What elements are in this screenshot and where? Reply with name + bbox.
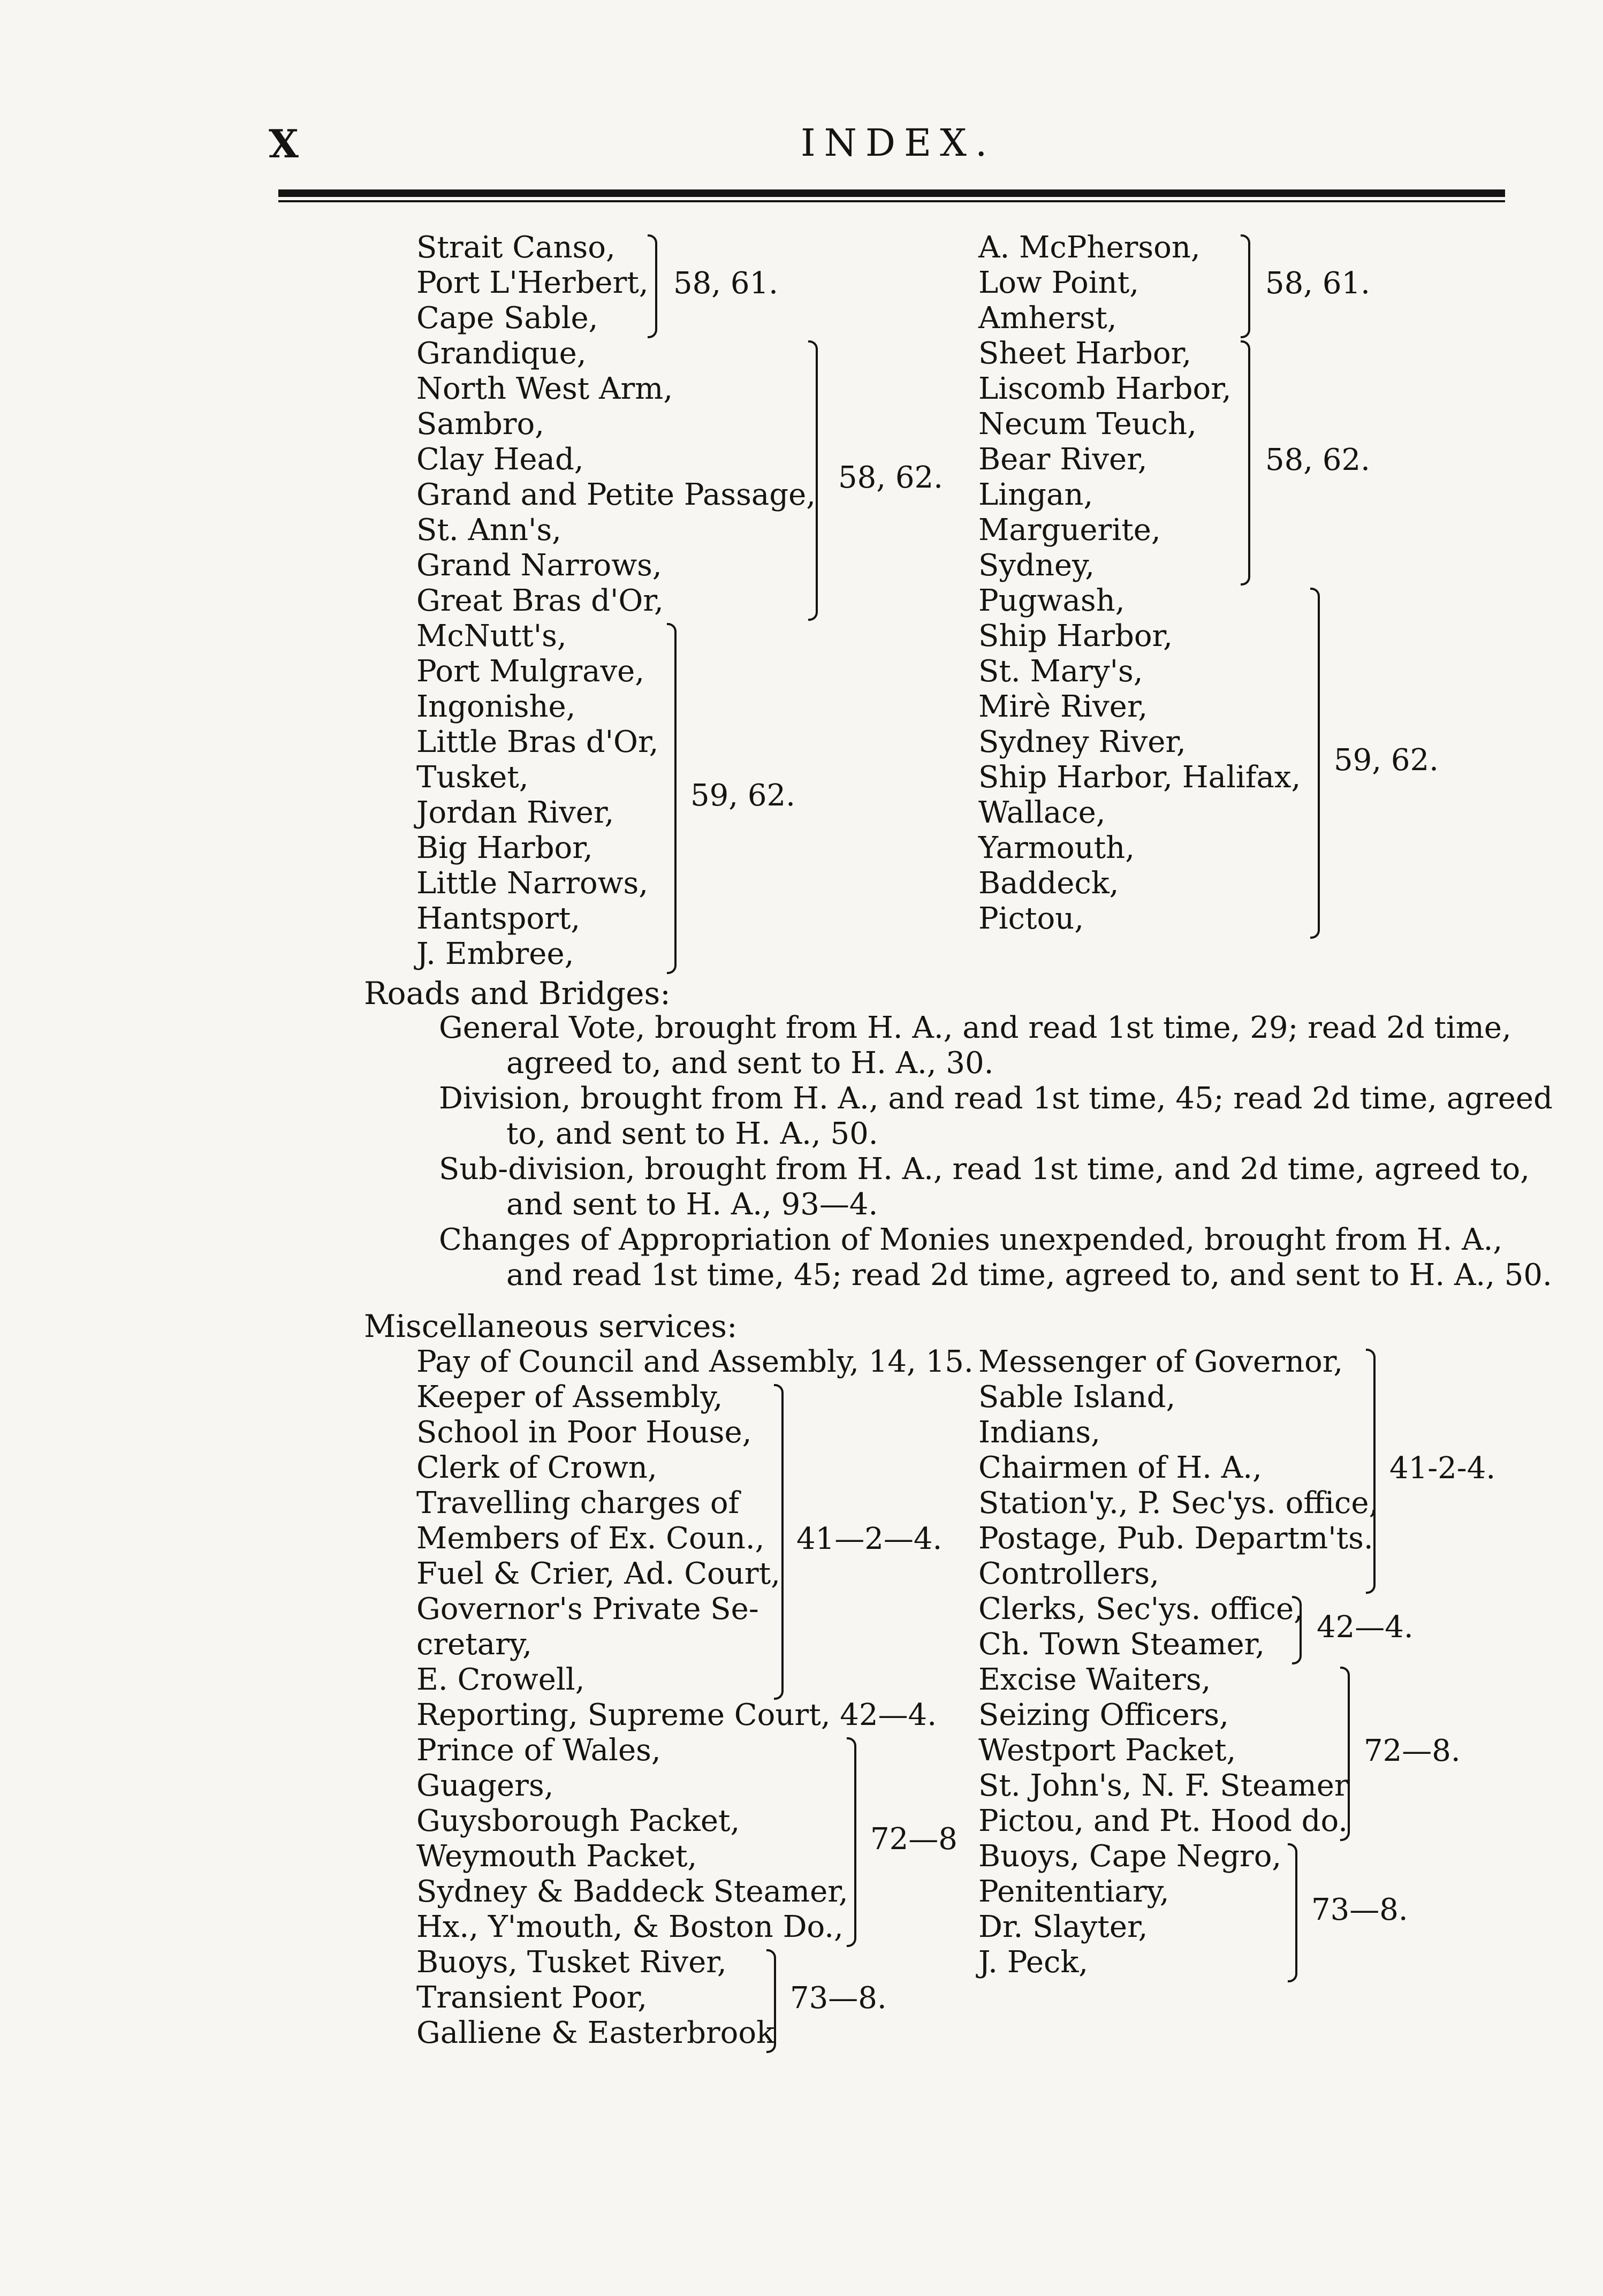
right-group-2-brace [1241,340,1250,586]
left-group-3-entry: Little Bras d'Or, [416,725,659,759]
right-group-2-entry: Necum Teuch, [978,407,1197,442]
misc-left-group-2-entry: Guagers, [416,1768,554,1803]
misc-left-group-1-entry: Fuel & Crier, Ad. Court, [416,1556,780,1591]
left-group-3-entry: Ingonishe, [416,689,576,724]
left-group-3-entry: Hantsport, [416,901,581,936]
misc-right-group-3-entry: Pictou, and Pt. Hood do. [978,1804,1348,1838]
misc-right-group-2-brace [1292,1596,1302,1664]
misc-right-group-1-entry: Sable Island, [978,1380,1176,1415]
misc-right-group-4-page-ref: 73—8. [1311,1892,1408,1927]
misc-right-group-3-entry: Westport Packet, [978,1733,1236,1768]
misc-entry: Reporting, Supreme Court, 42—4. [416,1698,937,1732]
left-group-3-entry: McNutt's, [416,619,567,653]
misc-right-group-3-brace [1340,1667,1350,1841]
misc-left-group-1-entry: Travelling charges of [416,1486,740,1520]
left-group-2-entry: Grandique, [416,336,587,371]
misc-entry: Pay of Council and Assembly, 14, 15. [416,1344,974,1379]
right-group-3-entry: Pictou, [978,901,1084,936]
right-group-2-entry: Marguerite, [978,513,1161,548]
left-group-3-entry: J. Embree, [416,937,574,971]
misc-right-group-1-entry: Indians, [978,1415,1100,1450]
page-title: INDEX. [801,121,996,165]
misc-left-group-1-entry: Keeper of Assembly, [416,1380,723,1415]
left-group-1-entry: Strait Canso, [416,230,616,265]
misc-left-group-3-brace [766,1949,776,2053]
right-group-2-entry: Lingan, [978,477,1093,512]
roads-entry: Division, brought from H. A., and read 1st time, 45; read 2d time, agreed [439,1081,1553,1116]
left-group-3-brace [667,623,677,974]
misc-left-group-1-entry: Governor's Private Se- [416,1592,759,1626]
left-group-2-brace [808,340,818,621]
misc-right-group-4-entry: Penitentiary, [978,1874,1169,1909]
right-group-1-page-ref: 58, 61. [1265,266,1370,301]
misc-left-group-2-entry: Guysborough Packet, [416,1804,740,1838]
misc-right-group-1-entry: Postage, Pub. Departm'ts. [978,1521,1373,1556]
right-group-3-entry: St. Mary's, [978,654,1143,689]
left-group-2-entry: Grand and Petite Passage, [416,477,816,512]
misc-left-group-1-entry: Clerk of Crown, [416,1450,657,1485]
section-heading-misc: Miscellaneous services: [364,1308,738,1344]
right-group-3-entry: Yarmouth, [978,831,1135,865]
left-group-2-entry: Grand Narrows, [416,548,662,583]
misc-right-group-4-brace [1288,1843,1297,1982]
misc-right-group-1-brace [1366,1349,1376,1594]
misc-left-group-3-page-ref: 73—8. [790,1981,887,2016]
misc-left-group-1-entry: E. Crowell, [416,1662,585,1697]
misc-right-group-3-entry: St. John's, N. F. Steamer [978,1768,1349,1803]
misc-left-group-2-brace [847,1737,856,1947]
misc-right-group-1-entry: Controllers, [978,1556,1159,1591]
left-group-2-entry: St. Ann's, [416,513,561,548]
misc-right-group-1-entry: Chairmen of H. A., [978,1450,1262,1485]
right-group-2-entry: Bear River, [978,442,1148,477]
misc-left-group-3-entry: Galliene & Easterbrook [416,2016,775,2050]
misc-right-group-2-page-ref: 42—4. [1317,1610,1414,1645]
left-group-1-page-ref: 58, 61. [673,266,778,301]
roads-entry: and sent to H. A., 93—4. [506,1187,878,1222]
left-group-2-entry: Great Bras d'Or, [416,583,664,618]
misc-left-group-2-entry: Weymouth Packet, [416,1839,697,1874]
page-number: X [269,121,299,166]
left-group-3-entry: Port Mulgrave, [416,654,645,689]
misc-left-group-2-entry: Prince of Wales, [416,1733,661,1768]
roads-entry: and read 1st time, 45; read 2d time, agreed to, and sent to H. A., 50. [506,1258,1552,1293]
misc-right-group-1-page-ref: 41-2-4. [1389,1451,1496,1486]
misc-left-group-1-brace [774,1384,784,1700]
section-heading-roads: Roads and Bridges: [364,975,671,1012]
left-group-1-entry: Cape Sable, [416,301,598,336]
left-group-3-entry: Little Narrows, [416,866,649,901]
misc-right-group-4-entry: J. Peck, [978,1945,1089,1980]
misc-right-group-1-entry: Station'y., P. Sec'ys. office, [978,1486,1379,1520]
misc-left-group-1-entry: cretary, [416,1627,532,1662]
left-group-2-entry: North West Arm, [416,371,673,406]
left-group-2-entry: Sambro, [416,407,544,442]
right-group-3-entry: Baddeck, [978,866,1119,901]
misc-left-group-2-entry: Sydney & Baddeck Steamer, [416,1874,848,1909]
misc-right-group-3-entry: Excise Waiters, [978,1662,1211,1697]
right-group-2-entry: Sheet Harbor, [978,336,1191,371]
right-group-3-entry: Ship Harbor, Halifax, [978,760,1301,795]
left-group-2-entry: Clay Head, [416,442,584,477]
misc-right-group-2-entry: Clerks, Sec'ys. office, [978,1592,1303,1626]
misc-left-group-2-page-ref: 72—8 [870,1822,958,1857]
left-group-3-entry: Tusket, [416,760,529,795]
left-group-2-page-ref: 58, 62. [838,460,943,495]
misc-right-group-3-entry: Seizing Officers, [978,1698,1229,1732]
header-rule-thin [278,200,1505,202]
misc-right-group-1-entry: Messenger of Governor, [978,1344,1343,1379]
misc-left-group-1-entry: Members of Ex. Coun., [416,1521,765,1556]
right-group-1-entry: Low Point, [978,265,1139,300]
right-group-1-entry: Amherst, [978,301,1117,336]
roads-entry: Changes of Appropriation of Monies unexpended, brought from H. A., [439,1222,1503,1257]
right-group-3-entry: Ship Harbor, [978,619,1173,653]
roads-entry: to, and sent to H. A., 50. [506,1116,878,1151]
misc-right-group-4-entry: Dr. Slayter, [978,1910,1148,1944]
misc-left-group-2-entry: Hx., Y'mouth, & Boston Do., [416,1910,844,1944]
misc-left-group-1-entry: School in Poor House, [416,1415,752,1450]
right-group-2-entry: Sydney, [978,548,1095,583]
left-group-3-entry: Big Harbor, [416,831,593,865]
misc-right-group-4-entry: Buoys, Cape Negro, [978,1839,1282,1874]
left-group-1-brace [648,234,657,338]
misc-left-group-3-entry: Buoys, Tusket River, [416,1945,727,1980]
right-group-2-entry: Liscomb Harbor, [978,371,1232,406]
right-group-1-entry: A. McPherson, [978,230,1201,265]
right-group-3-entry: Mirè River, [978,689,1148,724]
roads-entry: Sub-division, brought from H. A., read 1st time, and 2d time, agreed to, [439,1152,1530,1187]
misc-left-group-3-entry: Transient Poor, [416,1980,647,2015]
roads-entry: General Vote, brought from H. A., and read 1st time, 29; read 2d time, [439,1010,1511,1045]
right-group-3-entry: Pugwash, [978,583,1125,618]
left-group-1-entry: Port L'Herbert, [416,265,649,300]
right-group-3-page-ref: 59, 62. [1334,743,1439,778]
misc-right-group-3-page-ref: 72—8. [1364,1734,1461,1768]
misc-left-group-1-page-ref: 41—2—4. [796,1522,943,1556]
left-group-3-entry: Jordan River, [416,795,614,830]
right-group-1-brace [1241,234,1250,338]
right-group-3-entry: Wallace, [978,795,1106,830]
right-group-2-page-ref: 58, 62. [1265,443,1370,477]
right-group-3-brace [1310,588,1320,939]
right-group-3-entry: Sydney River, [978,725,1186,759]
left-group-3-page-ref: 59, 62. [690,778,795,813]
misc-right-group-2-entry: Ch. Town Steamer, [978,1627,1265,1662]
header-rule [278,189,1505,197]
roads-entry: agreed to, and sent to H. A., 30. [506,1046,994,1081]
